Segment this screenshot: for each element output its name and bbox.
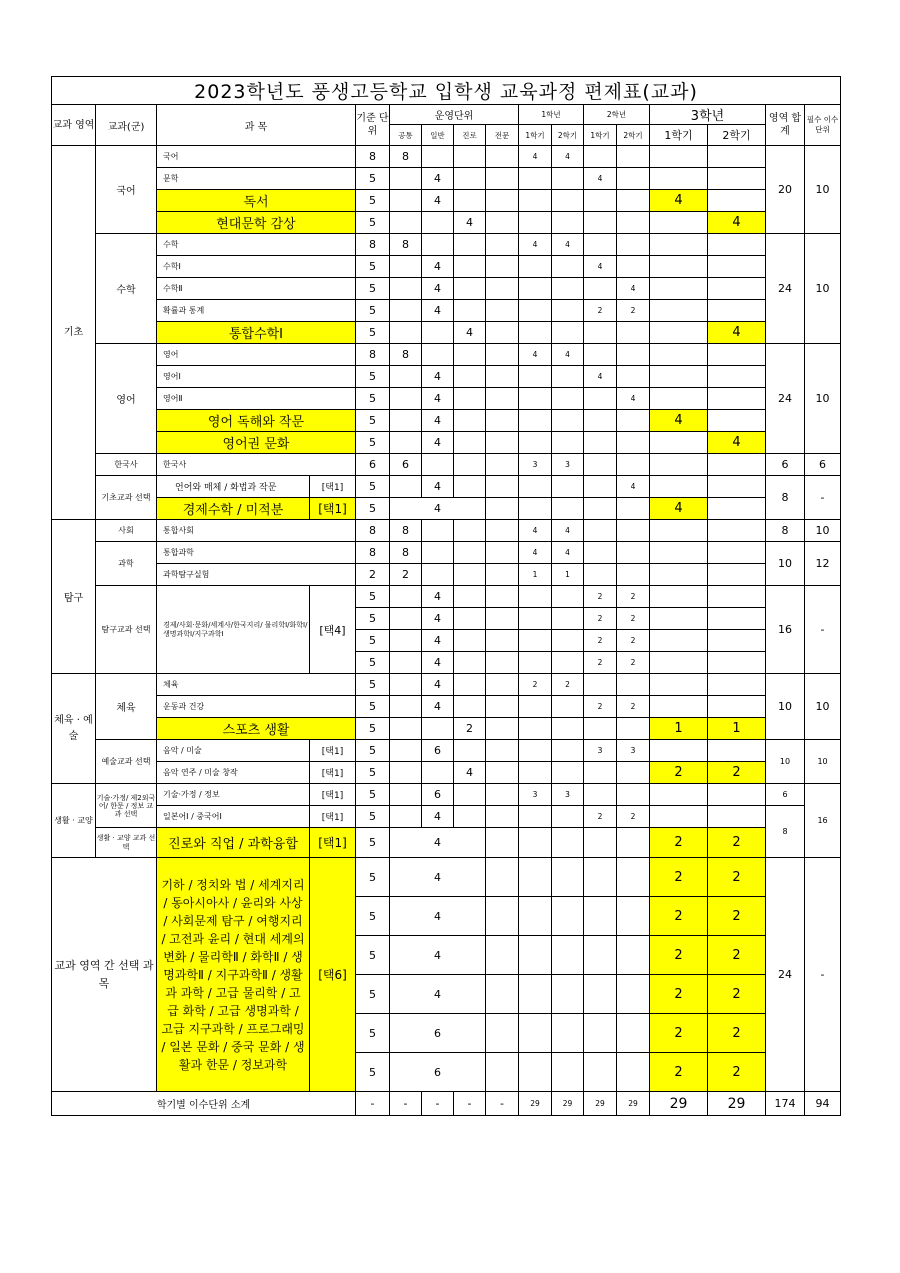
op-general: 4 [422,278,454,300]
group-english: 영어 [96,344,157,454]
g3s1: 2 [650,1053,708,1092]
choice-label: [택4] [310,586,356,674]
subject-english-culture: 영어권 문화 [157,432,356,454]
g2s2: 2 [617,652,650,674]
area-life: 생활 · 교양 [52,784,96,858]
op-general: 4 [422,256,454,278]
group-math: 수학 [96,234,157,344]
base-units: 5 [356,476,390,498]
subject-probability: 확률과 통계 [157,300,356,322]
header-g2-sem2: 2학기 [617,125,650,146]
g2s1: 4 [584,366,617,388]
area-basic: 기초 [52,146,96,520]
choice-label: [택1] [310,740,356,762]
op-common: 8 [390,344,422,366]
g2s1: 4 [584,256,617,278]
base-units: 5 [356,740,390,762]
footer-op-career: - [454,1092,486,1116]
base-units: 5 [356,828,390,858]
g2s1: 2 [584,630,617,652]
op-common: 2 [390,564,422,586]
base-units: 5 [356,256,390,278]
area-total-pe: 10 [766,674,805,740]
g2s1: 2 [584,608,617,630]
subject-math2: 수학Ⅱ [157,278,356,300]
g3s2: 2 [708,897,766,936]
op-general-career: 4 [390,975,486,1014]
footer-g1s1: 29 [519,1092,552,1116]
g2s2: 2 [617,608,650,630]
op-general: 6 [422,784,454,806]
g3s1: 2 [650,858,708,897]
required-life: 16 [805,784,841,858]
g2s2: 4 [617,476,650,498]
g3s1: 2 [650,762,708,784]
op-general: 4 [422,366,454,388]
subject-math1: 수학Ⅰ [157,256,356,278]
header-g2-sem1: 1학기 [584,125,617,146]
op-general-career: 4 [390,828,486,858]
op-general: 4 [422,806,454,828]
g1s1: 4 [519,520,552,542]
subject-reading: 독서 [157,190,356,212]
op-common: 8 [390,542,422,564]
subject-exercise-health: 운동과 건강 [157,696,356,718]
header-required-units: 필수 이수 단위 [805,105,841,146]
area-total-cross: 24 [766,858,805,1092]
g1s2: 4 [552,146,584,168]
op-general-career: 4 [390,858,486,897]
base-units: 5 [356,432,390,454]
area-total-basic-elective: 8 [766,476,805,520]
header-operation: 운영단위 [390,105,519,125]
subject-history: 한국사 [157,454,356,476]
required-pe: 10 [805,674,841,740]
curriculum-sheet [51,76,840,1116]
g3s1: 4 [650,190,708,212]
base-units: 5 [356,300,390,322]
g1s2: 4 [552,542,584,564]
required-arts: 10 [805,740,841,784]
base-units: 2 [356,564,390,586]
base-units: 5 [356,410,390,432]
subject-korean: 국어 [157,146,356,168]
group-pe: 체육 [96,674,157,740]
header-grade1: 1학년 [519,105,584,125]
header-g3-sem1: 1학기 [650,125,708,146]
header-group: 교과(군) [96,105,157,146]
g2s2: 2 [617,630,650,652]
area-pe-arts: 체육 · 예술 [52,674,96,784]
base-units: 5 [356,696,390,718]
op-general: 4 [422,388,454,410]
g1s2: 4 [552,234,584,256]
op-general: 4 [422,168,454,190]
op-general: 4 [422,674,454,696]
header-g1-sem1: 1학기 [519,125,552,146]
op-common: 8 [390,146,422,168]
area-total-history: 6 [766,454,805,476]
g2s2: 4 [617,388,650,410]
required-basic-elective: - [805,476,841,520]
base-units: 8 [356,542,390,564]
footer-base: - [356,1092,390,1116]
area-total-math: 24 [766,234,805,344]
base-units: 5 [356,936,390,975]
subject-japanese-chinese: 일본어Ⅰ / 중국어Ⅰ [157,806,310,828]
header-grade2: 2학년 [584,105,650,125]
subject-literature: 문학 [157,168,356,190]
required-cross: - [805,858,841,1092]
subject-language-media: 언어와 매체 / 화법과 작문 [157,476,310,498]
subject-modern-literature: 현대문학 감상 [157,212,356,234]
group-korean: 국어 [96,146,157,234]
subject-pe: 체육 [157,674,356,696]
g1s2: 4 [552,344,584,366]
base-units: 6 [356,454,390,476]
footer-g3s1: 29 [650,1092,708,1116]
op-common: 6 [390,454,422,476]
op-general-career: 6 [390,1053,486,1092]
subject-math: 수학 [157,234,356,256]
area-total-life1: 6 [766,784,805,806]
area-total-science: 10 [766,542,805,586]
subject-english-reading-writing: 영어 독해와 작문 [157,410,356,432]
g2s2: 2 [617,806,650,828]
choice-label: [택6] [310,858,356,1092]
op-general: 4 [422,190,454,212]
header-subject: 과 목 [157,105,356,146]
base-units: 5 [356,168,390,190]
op-career: 2 [454,718,486,740]
group-social: 사회 [96,520,157,542]
base-units: 5 [356,652,390,674]
g2s2: 2 [617,586,650,608]
required-math: 10 [805,234,841,344]
op-general-career: 4 [390,498,486,520]
op-career: 4 [454,762,486,784]
choice-label: [택1] [310,476,356,498]
g1s2: 3 [552,784,584,806]
header-area: 교과 영역 [52,105,96,146]
required-english: 10 [805,344,841,454]
op-career: 4 [454,212,486,234]
g1s1: 4 [519,146,552,168]
base-units: 5 [356,718,390,740]
base-units: 8 [356,520,390,542]
g3s1: 1 [650,718,708,740]
g2s2: 2 [617,300,650,322]
base-units: 8 [356,234,390,256]
g2s1: 2 [584,696,617,718]
area-total-inquiry-elective: 16 [766,586,805,674]
subject-english1: 영어Ⅰ [157,366,356,388]
subject-science-lab: 과학탐구실험 [157,564,356,586]
group-inquiry-elective: 탐구교과 선택 [96,586,157,674]
g1s1: 4 [519,542,552,564]
base-units: 5 [356,366,390,388]
subject-cross-electives: 기하 / 정치와 법 / 세계지리 / 동아시아사 / 윤리와 사상 / 사회문제 탐구 / 여행지리 / 고전과 윤리 / 현대 세계의 변화 / 물리학Ⅱ / 화학Ⅱ / 생명과학Ⅱ / 지구과학Ⅱ / 생활과 과학 / 고급 물리학 / 고급 화학 / 고급 생명과학 / 고급 지구과학 / 프로그래밍 / 일본 문화 / 중국 문화 / 생활과 한문 / 정보과학 [157,858,310,1092]
choice-label: [택1] [310,806,356,828]
area-total-english: 24 [766,344,805,454]
base-units: 5 [356,674,390,696]
op-general: 4 [422,410,454,432]
area-cross: 교과 영역 간 선택 과목 [52,858,157,1092]
base-units: 5 [356,806,390,828]
op-general-career: 4 [390,897,486,936]
base-units: 5 [356,388,390,410]
header-base-units: 기준 단위 [356,105,390,146]
group-arts-elective: 예술교과 선택 [96,740,157,784]
g3s2: 1 [708,718,766,740]
g2s1: 2 [584,652,617,674]
group-life-elective1: 기술·가정/ 제2외국어/ 한문 / 정보 교과 선택 [96,784,157,828]
g3s2: 2 [708,828,766,858]
subject-inquiry-electives: 경제/사회·문화/세계사/한국지리/ 물리학Ⅰ/화학Ⅰ/생명과학Ⅰ/지구과학Ⅰ [157,586,310,674]
op-general-career: 4 [390,936,486,975]
base-units: 5 [356,278,390,300]
curriculum-table [51,76,841,1116]
header-g3-sem2: 2학기 [708,125,766,146]
area-total-social: 8 [766,520,805,542]
subject-sports-life: 스포츠 생활 [157,718,356,740]
subject-music-art-creation: 음악 연주 / 미술 창작 [157,762,310,784]
g3s2: 2 [708,936,766,975]
base-units: 5 [356,975,390,1014]
subject-music-art: 음악 / 미술 [157,740,310,762]
group-science: 과학 [96,542,157,586]
footer-g2s1: 29 [584,1092,617,1116]
required-science: 12 [805,542,841,586]
footer-required-total: 94 [805,1092,841,1116]
op-general: 4 [422,608,454,630]
g1s2: 2 [552,674,584,696]
base-units: 8 [356,146,390,168]
g1s1: 3 [519,784,552,806]
g3s2: 2 [708,1053,766,1092]
header-op-common: 공통 [390,125,422,146]
g2s1: 2 [584,300,617,322]
g3s2: 2 [708,1014,766,1053]
op-general: 4 [422,300,454,322]
op-common: 8 [390,234,422,256]
header-op-general: 일반 [422,125,454,146]
base-units: 5 [356,608,390,630]
g2s2: 4 [617,278,650,300]
base-units: 5 [356,630,390,652]
area-inquiry: 탐구 [52,520,96,674]
op-general: 4 [422,696,454,718]
base-units: 5 [356,586,390,608]
page-title: 2023학년도 풍생고등학교 입학생 교육과정 편제표(교과) [52,77,841,105]
choice-label: [택1] [310,762,356,784]
g2s1: 2 [584,586,617,608]
g3s1: 2 [650,975,708,1014]
op-general: 4 [422,630,454,652]
subject-english: 영어 [157,344,356,366]
op-general-career: 6 [390,1014,486,1053]
subject-integrated-social: 통합사회 [157,520,356,542]
op-general: 4 [422,652,454,674]
op-general: 6 [422,740,454,762]
base-units: 5 [356,762,390,784]
g1s1: 4 [519,344,552,366]
header-g1-sem2: 2학기 [552,125,584,146]
g2s1: 4 [584,168,617,190]
header-area-total: 영역 합계 [766,105,805,146]
g1s1: 3 [519,454,552,476]
g2s1: 2 [584,806,617,828]
footer-g1s2: 29 [552,1092,584,1116]
g1s1: 1 [519,564,552,586]
op-general: 4 [422,586,454,608]
g3s2: 4 [708,212,766,234]
base-units: 5 [356,322,390,344]
base-units: 5 [356,212,390,234]
base-units: 5 [356,1014,390,1053]
footer-g2s2: 29 [617,1092,650,1116]
op-general: 4 [422,432,454,454]
required-social: 10 [805,520,841,542]
base-units: 5 [356,784,390,806]
footer-area-total: 174 [766,1092,805,1116]
g3s2: 4 [708,322,766,344]
base-units: 5 [356,190,390,212]
group-life-elective2: 생활 · 교양 교과 선택 [96,828,157,858]
footer-g3s2: 29 [708,1092,766,1116]
base-units: 5 [356,858,390,897]
footer-op-common: - [390,1092,422,1116]
area-total-arts: 10 [766,740,805,784]
group-basic-elective: 기초교과 선택 [96,476,157,520]
op-career: 4 [454,322,486,344]
choice-label: [택1] [310,784,356,806]
subject-english2: 영어Ⅱ [157,388,356,410]
footer-label: 학기별 이수단위 소계 [52,1092,356,1116]
required-history: 6 [805,454,841,476]
op-general: 4 [422,476,454,498]
g1s1: 4 [519,234,552,256]
g3s1: 2 [650,1014,708,1053]
g3s1: 2 [650,897,708,936]
base-units: 5 [356,897,390,936]
footer-op-general: - [422,1092,454,1116]
g3s1: 4 [650,410,708,432]
required-inquiry-elective: - [805,586,841,674]
g3s2: 4 [708,432,766,454]
base-units: 5 [356,498,390,520]
g2s2: 2 [617,696,650,718]
g2s2: 3 [617,740,650,762]
g1s2: 1 [552,564,584,586]
subject-integrated-math: 통합수학Ⅰ [157,322,356,344]
g2s1: 3 [584,740,617,762]
area-total-korean: 20 [766,146,805,234]
header-op-special: 전문 [486,125,519,146]
g3s1: 2 [650,828,708,858]
g3s2: 2 [708,975,766,1014]
header-grade3: 3학년 [650,105,766,125]
g1s1: 2 [519,674,552,696]
g1s2: 4 [552,520,584,542]
base-units: 8 [356,344,390,366]
header-op-career: 진로 [454,125,486,146]
area-total-life2: 8 [766,806,805,858]
subject-integrated-science: 통합과학 [157,542,356,564]
g3s2: 2 [708,762,766,784]
choice-label: [택1] [310,828,356,858]
subject-tech-info: 기술·가정 / 정보 [157,784,310,806]
footer-op-special: - [486,1092,519,1116]
op-common: 8 [390,520,422,542]
base-units: 5 [356,1053,390,1092]
subject-econ-math-calculus: 경제수학 / 미적분 [157,498,310,520]
g3s1: 4 [650,498,708,520]
subject-career-science: 진로와 직업 / 과학융합 [157,828,310,858]
required-korean: 10 [805,146,841,234]
g3s2: 2 [708,858,766,897]
choice-label: [택1] [310,498,356,520]
g3s1: 2 [650,936,708,975]
g1s2: 3 [552,454,584,476]
group-history: 한국사 [96,454,157,476]
